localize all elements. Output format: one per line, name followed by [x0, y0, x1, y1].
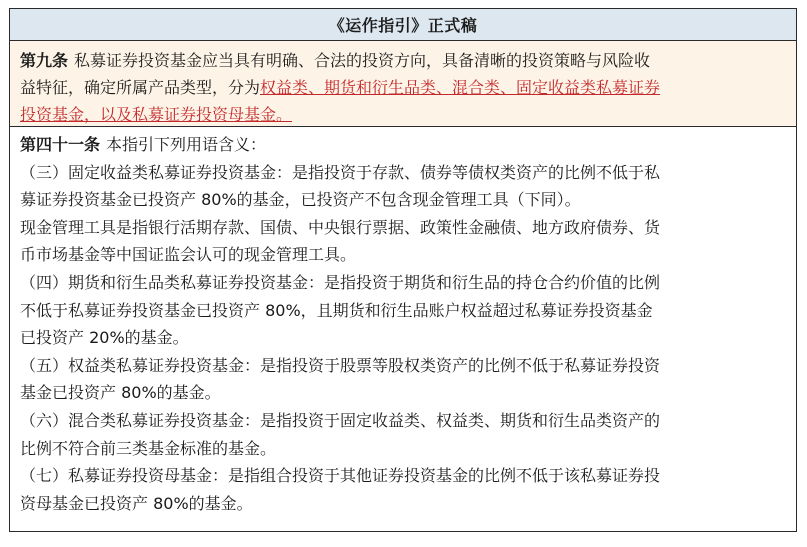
- article-41-label: 第四十一条: [20, 135, 101, 154]
- article-9-highlight-2: 投资基金，以及私募证券投资母基金。: [20, 105, 293, 124]
- table-header: [10, 9, 796, 41]
- article-41-row: [10, 127, 796, 521]
- article-9-line-3: [20, 101, 786, 128]
- article-41-intro-line: [20, 131, 786, 159]
- article-9-highlight-1: 权益类、期货和衍生品类、混合类、固定收益类私募证券: [260, 78, 661, 97]
- article-9-line-1: [20, 47, 786, 74]
- article-9-text-1: 私募证券投资基金应当具有明确、合法的投资方向，具备清晰的投资策略与风险收: [74, 51, 651, 70]
- header-title: 《运作指引》正式稿: [328, 16, 478, 35]
- text-line: 币市场基金等中国证监会认可的现金管理工具。: [20, 245, 357, 265]
- text-line: （七）私募证券投资母基金：是指组合投资于其他证券投资基金的比例不低于该私募证券投: [20, 466, 661, 486]
- text-line: 现金管理工具是指银行活期存款、国债、中央银行票据、政策性金融债、地方政府债券、货: [20, 217, 661, 237]
- article-9-text-2: 益特征，确定所属产品类型，分为: [20, 78, 261, 97]
- article-9-line-2: [20, 74, 786, 101]
- text-line: （五）权益类私募证券投资基金：是指投资于股票等股权类资产的比例不低于私募证券投资: [20, 355, 661, 375]
- article-9-label: 第九条: [20, 51, 69, 70]
- document-table: [9, 8, 797, 532]
- text-line: 资母基金已投资产 80%的基金。: [20, 493, 253, 513]
- article-9-row: [10, 41, 796, 127]
- text-line: 募证券投资基金已投资产 80%的基金，已投资产不包含现金管理工具（下同）。: [20, 190, 581, 210]
- text-line: 比例不符合前三类基金标准的基金。: [20, 438, 277, 458]
- text-line: （四）期货和衍生品类私募证券投资基金：是指投资于期货和衍生品的持仓合约价值的比例: [20, 272, 661, 292]
- text-line: （六）混合类私募证券投资基金：是指投资于固定收益类、权益类、期货和衍生品类资产的: [20, 410, 661, 430]
- text-line: 基金已投资产 80%的基金。: [20, 383, 221, 403]
- article-41-intro: 本指引下列用语含义：: [106, 135, 267, 154]
- text-line: （三）固定收益类私募证券投资基金：是指投资于存款、债券等债权类资产的比例不低于私: [20, 162, 661, 182]
- text-line: 不低于私募证券投资基金已投资产 80%，且期货和衍生品账户权益超过私募证券投资基金: [20, 300, 653, 320]
- text-line: 已投资产 20%的基金。: [20, 328, 189, 348]
